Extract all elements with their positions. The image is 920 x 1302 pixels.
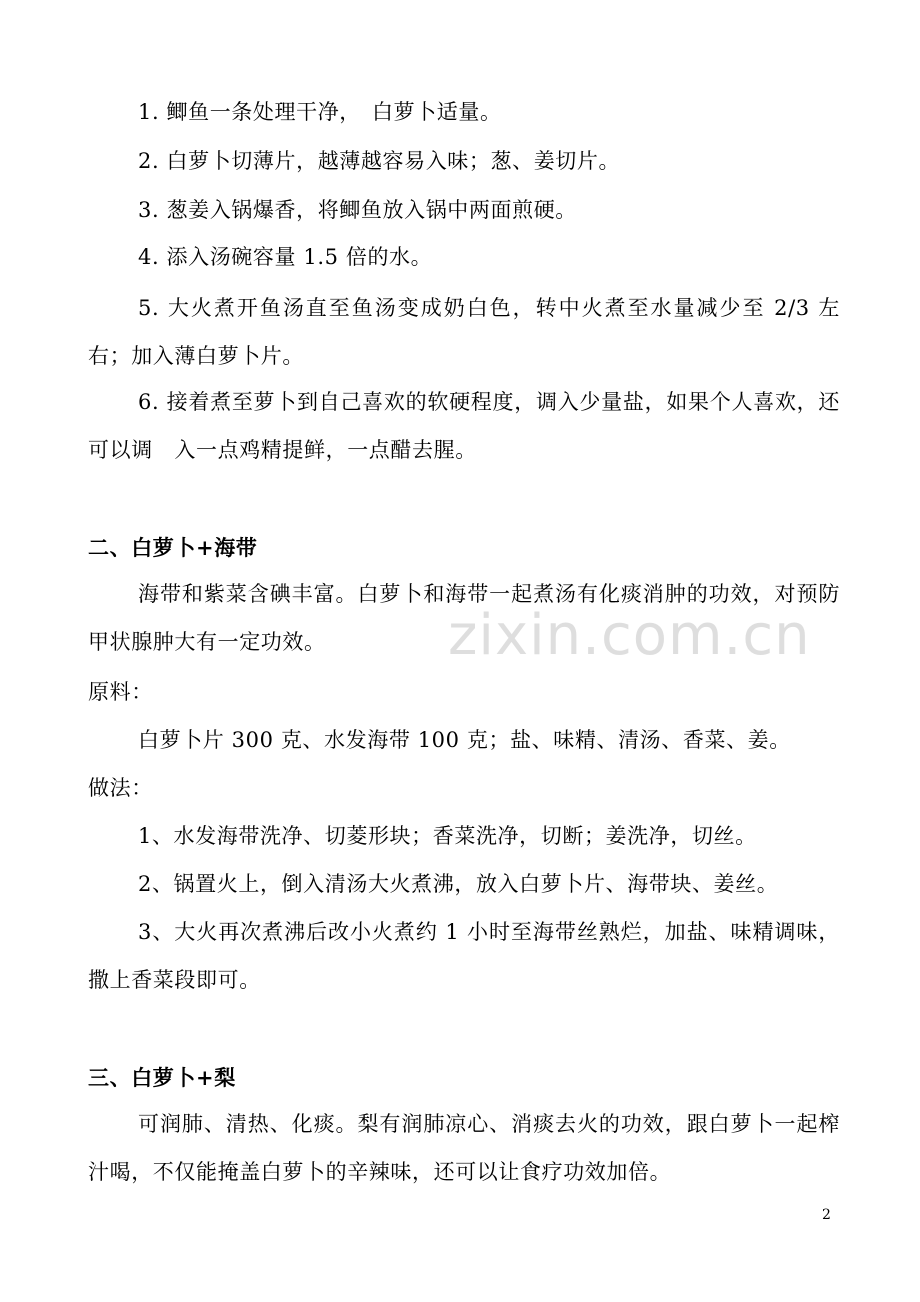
method-label: 做法：	[88, 776, 153, 800]
section-heading-pear: 三、白萝卜+梨	[88, 1065, 236, 1090]
recipe-step-6: 6. 接着煮至萝卜到自己喜欢的软硬程度，调入少量盐，如果个人喜欢，还可以调 入一点鸡精提鲜，一点醋去腥。	[88, 390, 840, 462]
method-step-3: 3、大火再次煮沸后改小火煮约 1 小时至海带丝熟烂，加盐、味精调味，撒上香菜段即可。	[88, 920, 840, 992]
watermark: zixin.com.cn	[448, 603, 811, 668]
ingredients-label: 原料：	[88, 680, 153, 704]
section-intro-pear: 可润肺、清热、化痰。梨有润肺凉心、消痰去火的功效，跟白萝卜一起榨汁喝，不仅能掩盖白萝卜的辛辣味，还可以让食疗功效加倍。	[88, 1112, 840, 1184]
recipe-step-3: 3. 葱姜入锅爆香，将鲫鱼放入锅中两面煎硬。	[138, 198, 577, 222]
recipe-step-1: 1. 鲫鱼一条处理干净， 白萝卜适量。	[138, 100, 502, 124]
page-number: 2	[822, 1207, 831, 1223]
section-intro-kelp: 海带和紫菜含碘丰富。白萝卜和海带一起煮汤有化痰消肿的功效，对预防甲状腺肿大有一定功效。	[88, 582, 840, 654]
recipe-step-2: 2. 白萝卜切薄片，越薄越容易入味；葱、姜切片。	[138, 149, 621, 173]
section-heading-kelp: 二、白萝卜+海带	[88, 535, 258, 560]
recipe-step-4: 4. 添入汤碗容量 1.5 倍的水。	[138, 245, 433, 269]
method-step-2: 2、锅置火上，倒入清汤大火煮沸，放入白萝卜片、海带块、姜丝。	[138, 872, 779, 896]
method-step-1: 1、水发海带洗净、切菱形块；香菜洗净，切断；姜洗净，切丝。	[138, 824, 757, 848]
ingredients-list: 白萝卜片 300 克、水发海带 100 克；盐、味精、清汤、香菜、姜。	[138, 728, 791, 752]
recipe-step-5: 5. 大火煮开鱼汤直至鱼汤变成奶白色，转中火煮至水量减少至 2/3 左右；加入薄白萝卜片。	[88, 296, 840, 368]
